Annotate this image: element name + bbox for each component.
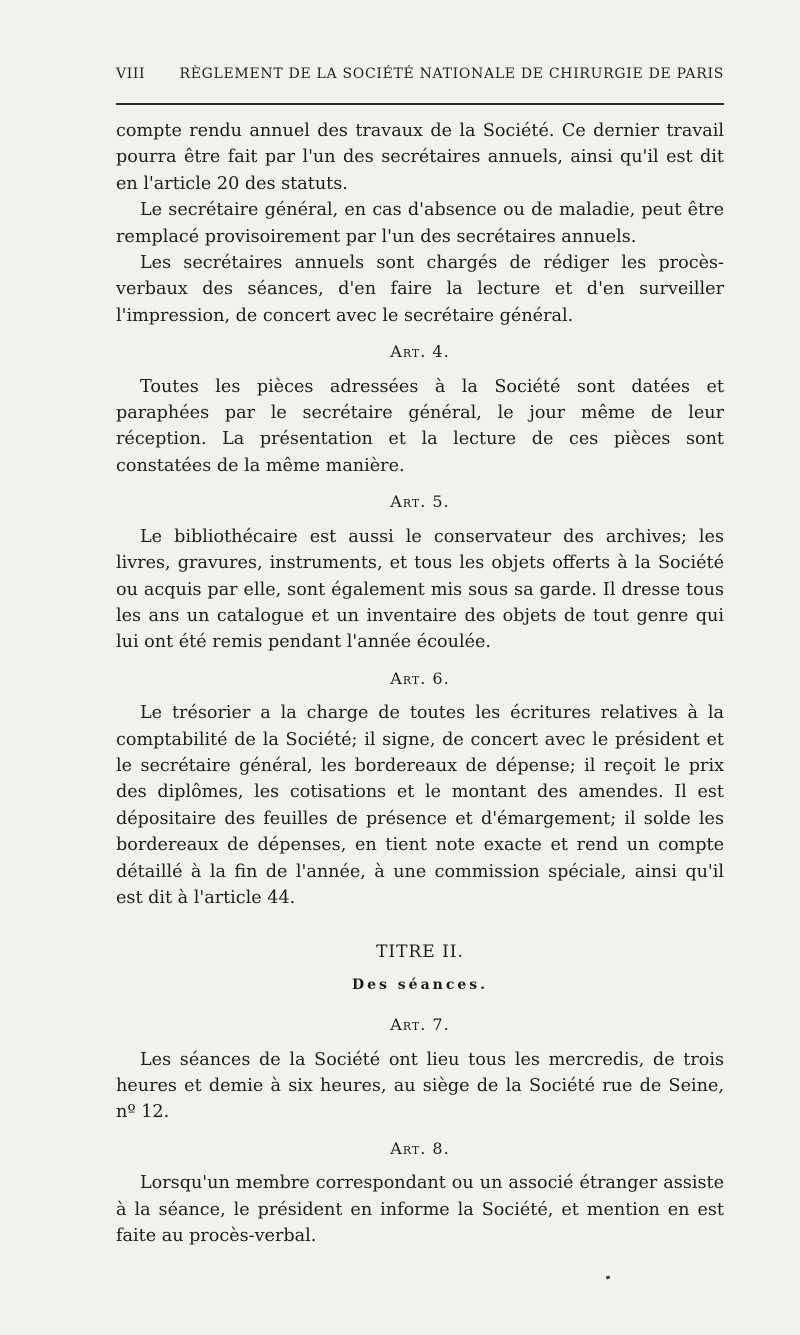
- article-4-text: Toutes les pièces adressées à la Société sont datées et paraphées par le secrétaire général, le jour même de leur réception. La présentation et la lecture de ces pièces sont constatées de la même manière.: [116, 376, 724, 476]
- folio-number: VIII: [116, 66, 146, 82]
- section-subheading: Des séances.: [351, 976, 489, 993]
- article-5-heading: Art. 5.: [390, 492, 450, 512]
- article-4-heading: Art. 4.: [390, 342, 450, 362]
- titre-heading: TITRE II.: [376, 942, 464, 963]
- paragraph-secretaires-annuels: Les secrétaires annuels sont chargés de rédiger les procès-verbaux des séances, d'en faire la lecture et d'en surveiller l'impression, de concert avec le secrétaire général.: [116, 253, 724, 326]
- running-title: RÈGLEMENT DE LA SOCIÉTÉ NATIONALE DE CHIRURGIE DE PARIS: [179, 66, 724, 82]
- running-header: [116, 66, 724, 82]
- article-5-text: Le bibliothécaire est aussi le conservateur des archives; les livres, gravures, instruments, et tous les objets offerts à la Société ou acquis par elle, sont également mis sous sa garde. Il dresse tous les ans un catalogue et un inventaire des objets de tout genre qui lui ont été remis pendant l'année écoulée.: [116, 526, 724, 653]
- article-7-heading: Art. 7.: [390, 1015, 450, 1035]
- article-6-heading: Art. 6.: [390, 668, 450, 688]
- page-body: [116, 118, 724, 1249]
- paragraph-continuation: compte rendu annuel des travaux de la Société. Ce dernier travail pourra être fait par l'un des secrétaires annuels, ainsi qu'il est dit en l'article 20 des statuts.: [116, 121, 724, 194]
- paragraph-secretaire-general: Le secrétaire général, en cas d'absence ou de maladie, peut être remplacé provisoirement par l'un des secrétaires annuels.: [116, 200, 724, 247]
- header-rule: [116, 103, 724, 105]
- article-8-text: Lorsqu'un membre correspondant ou un associé étranger assiste à la séance, le président en informe la Société, et mention en est faite au procès-verbal.: [116, 1173, 724, 1247]
- article-6-text: Le trésorier a la charge de toutes les écritures relatives à la comptabilité de la Société; il signe, de concert avec le président et le secrétaire général, les bordereaux de dépense; il reçoit le prix des diplômes, les cotisations et le montant des amendes. Il est dépositaire des feuilles de présence et d'émargement; il solde les bordereaux de dépenses, en tient note exacte et rend un compte détaillé à la fin de l'année, à une commission spéciale, ainsi qu'il est dit à l'article 44.: [116, 703, 724, 908]
- ink-speck: [606, 1275, 611, 1279]
- article-8-heading: Art. 8.: [390, 1138, 450, 1158]
- article-7-text: Les séances de la Société ont lieu tous les mercredis, de trois heures et demie à six heures, au siège de la Société rue de Seine, nº 12.: [116, 1049, 724, 1123]
